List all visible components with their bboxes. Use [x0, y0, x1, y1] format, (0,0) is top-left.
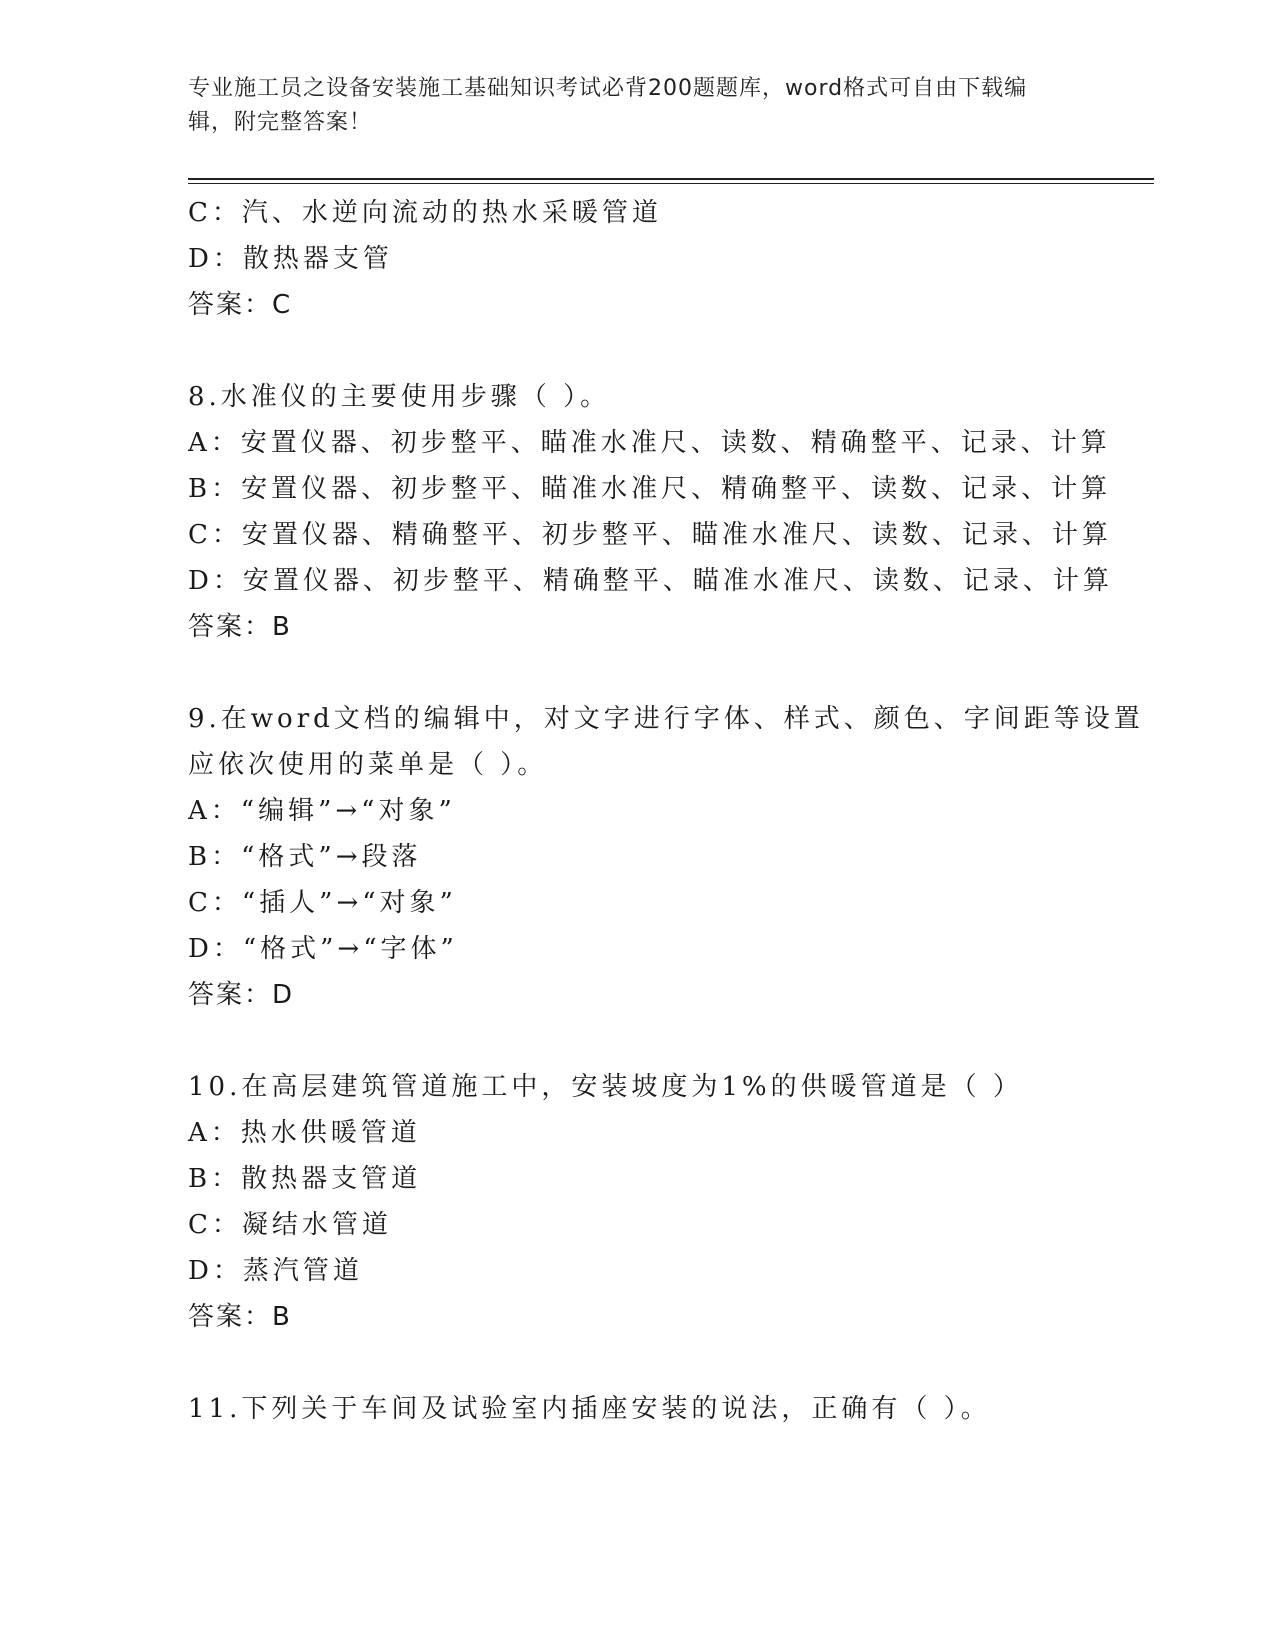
- header-title: 专业施工员之设备安装施工基础知识考试必背200题题库，word格式可自由下载编辑，附完整答案！: [188, 76, 1028, 135]
- answer-line: 答案：B: [188, 612, 292, 642]
- question-stem: 10.在高层建筑管道施工中，安装坡度为1%的供暖管道是（ ）: [188, 1072, 1023, 1102]
- header-rule-thick: [188, 178, 1154, 180]
- question-block: [188, 1386, 1148, 1432]
- header-rule-thin: [188, 183, 1154, 184]
- option-line: A：安置仪器、初步整平、瞄准水准尺、读数、精确整平、记录、计算: [188, 428, 1111, 458]
- answer-line: 答案：B: [188, 1302, 292, 1332]
- option-line: B：“格式”→段落: [188, 842, 422, 872]
- option-line: C：安置仪器、精确整平、初步整平、瞄准水准尺、读数、记录、计算: [188, 520, 1112, 550]
- question-block: [188, 696, 1148, 1018]
- option-line: A：“编辑”→“对象”: [188, 796, 456, 826]
- answer-line: 答案：D: [188, 980, 295, 1010]
- option-line: D：蒸汽管道: [188, 1256, 363, 1286]
- option-line: D：散热器支管: [188, 244, 393, 274]
- option-line: D：安置仪器、初步整平、精确整平、瞄准水准尺、读数、记录、计算: [188, 566, 1113, 596]
- question-stem: 8.水准仪的主要使用步骤（ ）。: [188, 382, 611, 412]
- option-line: C：凝结水管道: [188, 1210, 392, 1240]
- option-line: B：散热器支管道: [188, 1164, 422, 1194]
- option-line: C：“插人”→“对象”: [188, 888, 457, 918]
- option-line: C：汽、水逆向流动的热水采暖管道: [188, 198, 662, 228]
- option-line: B：安置仪器、初步整平、瞄准水准尺、精确整平、读数、记录、计算: [188, 474, 1112, 504]
- option-line: A：热水供暖管道: [188, 1118, 421, 1148]
- question-block: [188, 1064, 1148, 1340]
- question-stem: 11.下列关于车间及试验室内插座安装的说法，正确有（ ）。: [188, 1394, 991, 1424]
- question-block: [188, 190, 1148, 328]
- answer-line: 答案：C: [188, 290, 293, 320]
- option-line: D：“格式”→“字体”: [188, 934, 458, 964]
- document-header: [188, 72, 1068, 140]
- question-list: [188, 190, 1148, 1432]
- question-block: [188, 374, 1148, 650]
- question-stem: 9.在word文档的编辑中，对文字进行字体、样式、颜色、字间距等设置应依次使用的菜单是（ ）。: [188, 704, 1144, 780]
